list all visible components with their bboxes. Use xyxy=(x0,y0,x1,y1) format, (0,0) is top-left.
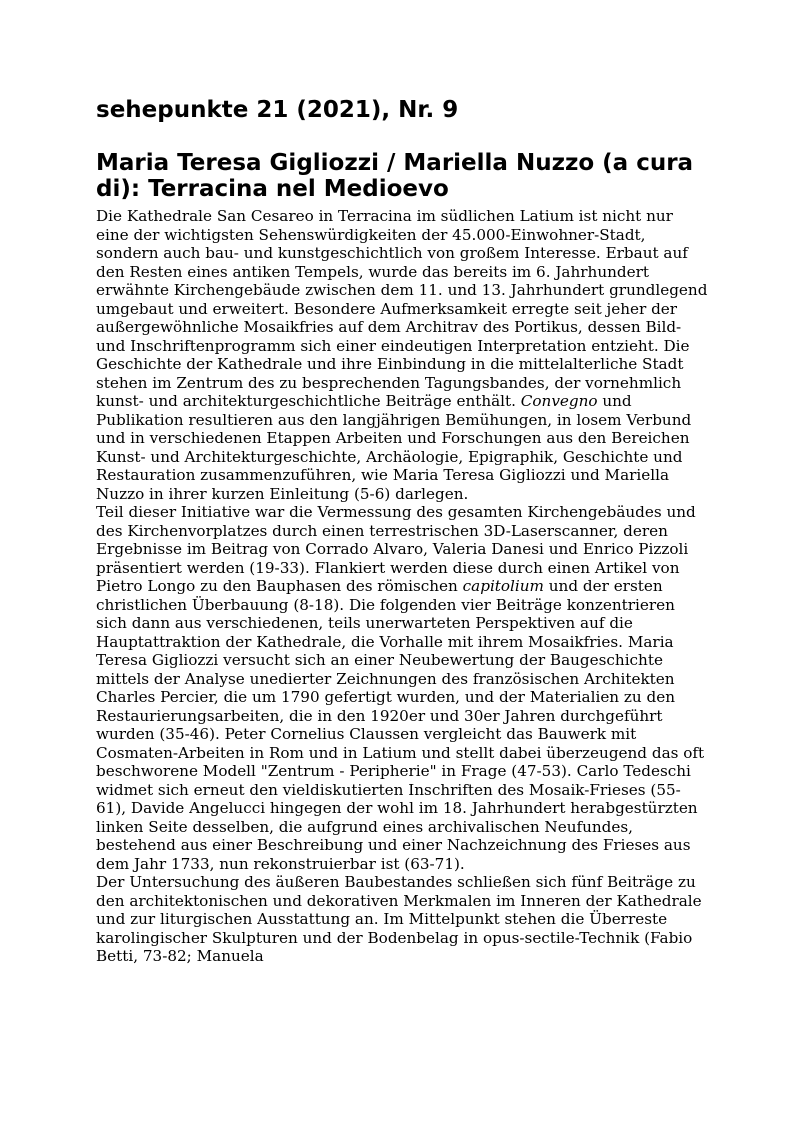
paragraph-3 xyxy=(96,873,710,966)
paragraph-1-italic-convegno: Convegno xyxy=(520,392,598,410)
paragraph-1-text-b: und Publikation resultieren aus den langjährigen Bemühungen, in losem Verbund und in verschiedenen Etappen Arbeiten und Forschungen aus den Bereichen Kunst- und Architekturgeschichte, Archäologie, Epigraphik, Geschichte und Restauration zusammenzuführen, wie Maria Teresa Gigliozzi und Mariella Nuzzo in ihrer kurzen Einleitung (5-6) darlegen. xyxy=(96,392,692,503)
paragraph-2 xyxy=(96,503,710,873)
review-page xyxy=(96,96,710,966)
paragraph-1-text-a: Die Kathedrale San Cesareo in Terracina im südlichen Latium ist nicht nur eine der wichtigsten Sehenswürdigkeiten der 45.000-Einwohner-Stadt, sondern auch bau- und kunstgeschichtlich von großem Interesse. Erbaut auf den Resten eines antiken Tempels, wurde das bereits im 6. Jahrhundert erwähnte Kirchengebäude zwischen dem 11. und 13. Jahrhundert grundlegend umgebaut und erweitert. Besondere Aufmerksamkeit erregte seit jeher der außergewöhnliche Mosaikfries auf dem Architrav des Portikus, dessen Bild- und Inschriftenprogramm sich einer eindeutigen Interpretation entzieht. Die Geschichte der Kathedrale und ihre Einbindung in die mittelalterliche Stadt stehen im Zentrum des zu besprechenden Tagungsbandes, der vornehmlich kunst- und architekturgeschichtliche Beiträge enthält. xyxy=(96,207,708,410)
paragraph-3-text-a: Der Untersuchung des äußeren Baubestandes schließen sich fünf Beiträge zu den architektonischen und dekorativen Merkmalen im Inneren der Kathedrale und zur liturgischen Ausstattung an. Im Mittelpunkt stehen die Überreste karolingischer Skulpturen und der Bodenbelag in opus-sectile-Technik (Fabio Betti, 73-82; Manuela xyxy=(96,873,702,965)
journal-issue-heading: sehepunkte 21 (2021), Nr. 9 xyxy=(96,97,459,123)
paragraph-2-text-b: und der ersten christlichen Überbauung (8-18). Die folgenden vier Beiträge konzentrieren sich dann aus verschiedenen, teils unerwarteten Perspektiven auf die Hauptattraktion der Kathedrale, die Vorhalle mit ihrem Mosaikfries. Maria Teresa Gigliozzi versucht sich an einer Neubewertung der Baugeschichte mittels der Analyse unedierter Zeichnungen des französischen Architekten Charles Percier, die um 1790 gefertigt wurden, und der Materialien zu den Restaurierungsarbeiten, die in den 1920er und 30er Jahren durchgeführt wurden (35-46). Peter Cornelius Claussen vergleicht das Bauwerk mit Cosmaten-Arbeiten in Rom und in Latium und stellt dabei überzeugend das oft beschworene Modell "Zentrum - Peripherie" in Frage (47-53). Carlo Tedeschi widmet sich erneut den vieldiskutierten Inschriften des Mosaik-Frieses (55-61), Davide Angelucci hingegen der wohl im 18. Jahrhundert herabgestürzten linken Seite desselben, die aufgrund eines archivalischen Neufundes, bestehend aus einer Beschreibung und einer Nachzeichnung des Frieses aus dem Jahr 1733, nun rekonstruierbar ist (63-71). xyxy=(96,577,705,873)
review-body xyxy=(96,207,710,966)
paragraph-2-italic-capitolium: capitolium xyxy=(462,577,544,595)
paragraph-2-text-a: Teil dieser Initiative war die Vermessung des gesamten Kirchengebäudes und des Kirchenvorplatzes durch einen terrestrischen 3D-Laserscanner, deren Ergebnisse im Beitrag von Corrado Alvaro, Valeria Danesi und Enrico Pizzoli präsentiert werden (19-33). Flankiert werden diese durch einen Artikel von Pietro Longo zu den Bauphasen des römischen xyxy=(96,503,696,595)
review-title: Maria Teresa Gigliozzi / Mariella Nuzzo (a cura di): Terracina nel Medioevo xyxy=(96,150,694,202)
paragraph-1 xyxy=(96,207,710,503)
